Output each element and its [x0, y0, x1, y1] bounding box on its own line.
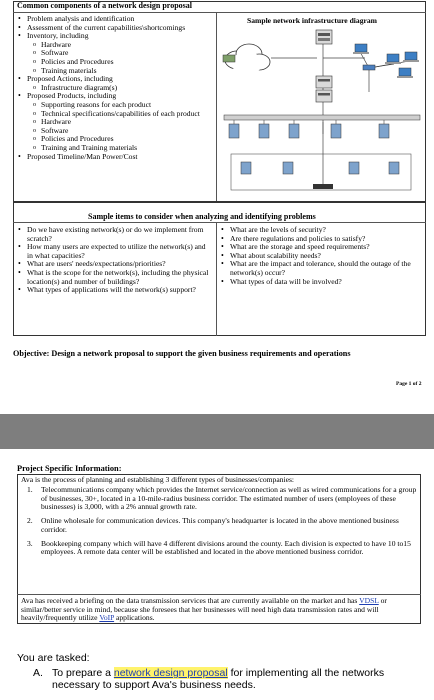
- business-item-number: 3.: [27, 538, 33, 548]
- business-item-number: 1.: [27, 485, 33, 494]
- problems-right-list: [220, 226, 423, 286]
- briefing-paragraph: [21, 597, 417, 623]
- task-text-a: To prepare a: [52, 667, 114, 679]
- problems-table-title: Sample items to consider when analyzing and identifying problems: [88, 212, 316, 221]
- page-number: Page 1 of 2: [396, 381, 422, 387]
- switch-icon: [363, 65, 375, 70]
- project-heading: Project Specific Information:: [17, 464, 122, 473]
- problems-left-list: [17, 226, 213, 295]
- components-list-item: • Inventory, including: [17, 32, 213, 41]
- vdsl-link[interactable]: VDSL: [359, 596, 379, 605]
- business-item: [21, 486, 417, 512]
- components-list-item: o Policies and Procedures: [17, 135, 213, 144]
- components-list-item: • Proposed Timeline/Man Power/Cost: [17, 153, 213, 162]
- problem-question-item: • What types of applications will the network(s) support?: [17, 286, 213, 295]
- desktop-computer-icon: [229, 124, 389, 138]
- problem-question-item: • Are there regulations and policies to satisfy?: [220, 235, 423, 244]
- components-list-item: o Software: [17, 49, 213, 58]
- business-item-text: Bookkeeping company which will have 4 different divisions around the county. Each division is expected to have 10 to15 employees. A remote data center will be established and located in the above mentioned business corridor.: [41, 538, 411, 557]
- components-list-item: o Hardware: [17, 118, 213, 127]
- components-table-divider: [13, 12, 426, 13]
- components-list-item: o Supporting reasons for each product: [17, 101, 213, 110]
- business-item: [21, 540, 417, 557]
- components-list-item: o Training materials: [17, 67, 213, 76]
- problems-table-col-divider: [216, 222, 217, 336]
- components-table-title: Common components of a network design proposal: [17, 1, 192, 10]
- components-list: [17, 15, 213, 161]
- business-item: [21, 517, 417, 534]
- components-list-item: • Proposed Actions, including: [17, 75, 213, 84]
- components-list-item: o Hardware: [17, 41, 213, 50]
- components-list-item: o Training and Training materials: [17, 144, 213, 153]
- problems-table-divider: [13, 222, 426, 223]
- briefing-text-c: applications.: [114, 613, 155, 623]
- business-item-number: 2.: [27, 516, 33, 526]
- business-item-text: Online wholesale for communication devices. This company's headquarter is located in the above mentioned business corridor.: [41, 516, 399, 534]
- laptop-icon: [353, 44, 419, 78]
- task-text-b: for implementing all the networks necessary to support Ava's business needs.: [52, 667, 385, 691]
- server-rack-icon: [316, 30, 332, 102]
- problem-question-item: • What are users' needs/expectations/priorities?: [17, 260, 213, 269]
- components-table-col-divider: [216, 12, 217, 201]
- switch-icon: [224, 115, 420, 120]
- project-intro: Ava is the process of planning and establishing 3 different types of businesses/companies:: [21, 475, 295, 484]
- switch-icon: [313, 184, 333, 189]
- task-letter: A.: [33, 667, 43, 679]
- problem-question-item: • How many users are expected to utilize the network(s) and in what capacities?: [17, 243, 213, 260]
- project-items: [21, 486, 417, 557]
- components-list-item: • Proposed Products, including: [17, 92, 213, 101]
- page-separator: [0, 414, 434, 449]
- components-list-item: • Problem analysis and identification: [17, 15, 213, 24]
- components-list-item: o Policies and Procedures: [17, 58, 213, 67]
- briefing-text-b: or similar/better service in mind, because she foresees that her businesses will need high data transmission rates and will heavily/frequently utilize: [21, 596, 387, 623]
- problem-question-item: • What is the scope for the network(s), including the physical location(s) and number of buildings?: [17, 269, 213, 286]
- project-info-divider: [17, 594, 421, 595]
- task-intro: You are tasked:: [17, 652, 90, 664]
- problem-question-item: • What types of data will be involved?: [220, 278, 423, 287]
- components-list-item: o Software: [17, 127, 213, 136]
- problem-question-item: • What are the storage and speed requirements?: [220, 243, 423, 252]
- problem-question-item: • What are the impact and tolerance, should the outage of the network(s) occur?: [220, 260, 423, 277]
- network-diagram: [219, 24, 425, 196]
- task-item: [52, 667, 426, 691]
- problem-question-item: • What about scalability needs?: [220, 252, 423, 261]
- problem-question-item: • Do we have existing network(s) or do we implement from scratch?: [17, 226, 213, 243]
- briefing-text-a: Ava has received a briefing on the data transmission services that are currently available on the market and has: [21, 596, 360, 605]
- business-item-text: Telecommunications company which provides the Internet service/connection as well as wired communications for a group of businesses, 30+, located in a 10-mile-radius business corridor. The estimated number of users (employees of these businesses) is 3,000, with a 2% annual growth rate.: [41, 485, 417, 512]
- components-list-item: o Infrastructure diagram(s): [17, 84, 213, 93]
- network-design-proposal-link[interactable]: network design proposal: [113, 667, 228, 679]
- voip-link[interactable]: VoIP: [99, 613, 115, 623]
- diagram-title: Sample network infrastructure diagram: [247, 16, 377, 25]
- problem-question-item: • What are the levels of security?: [220, 226, 423, 235]
- components-list-item: o Technical specifications/capabilities of each product: [17, 110, 213, 119]
- objective-text: Objective: Design a network proposal to support the given business requirements and operations: [13, 349, 351, 358]
- router-icon: [223, 55, 235, 62]
- components-list-item: • Assessment of the current capabilities\shortcomings: [17, 24, 213, 33]
